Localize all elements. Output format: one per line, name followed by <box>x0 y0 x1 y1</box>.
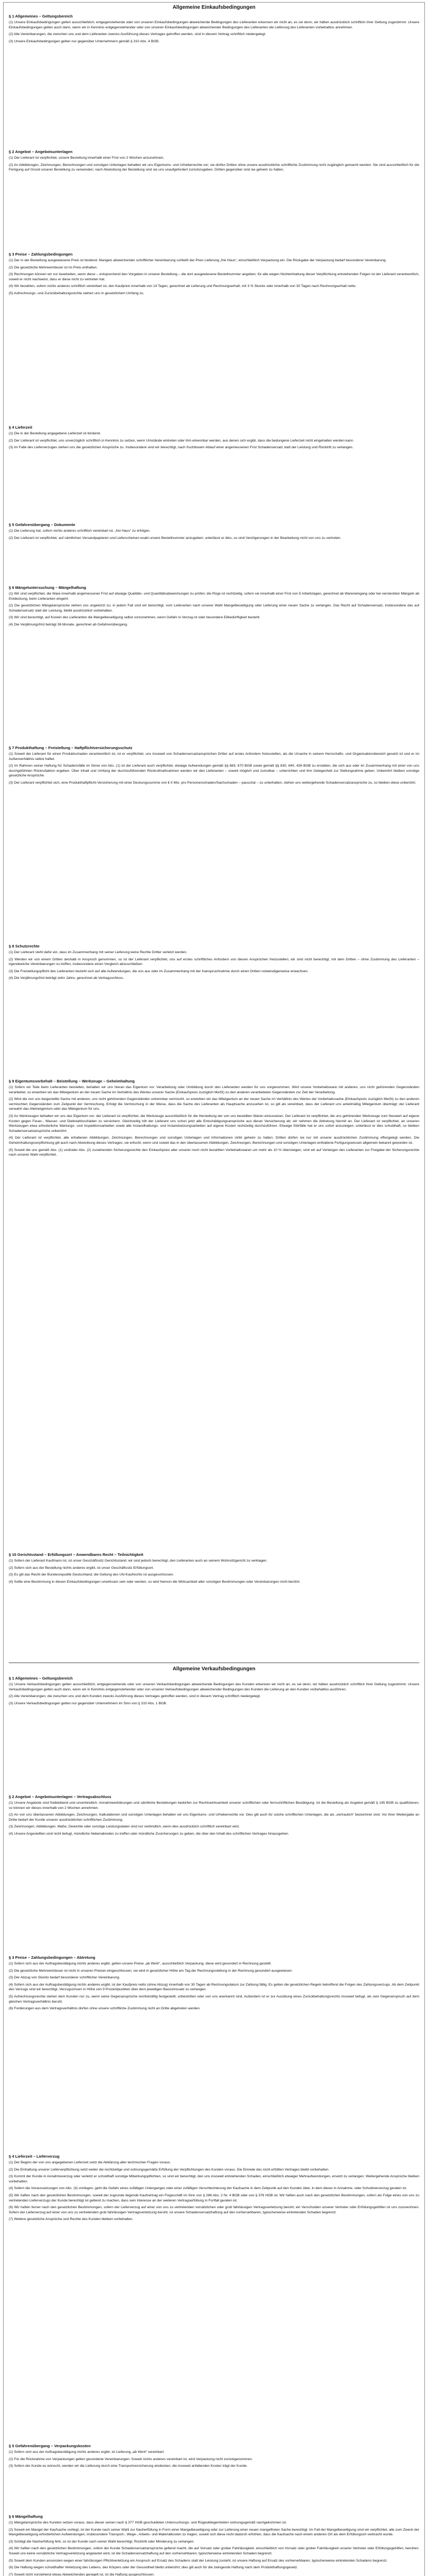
section <box>9 14 419 46</box>
section-paragraph: (1) Der Beginn der von uns angegebenen Lieferzeit setzt die Abklärung aller technischen Fragen voraus. <box>9 2161 171 2164</box>
section-paragraph: (3) Der Lieferant verpflichtet sich, eine Produkthaftpflicht-Versicherung mit einer Deckungssumme von € 5 Mio. pro Personenschaden/Sachschaden – pauschal – zu unterhalten; stehen uns weitergehende Schadensersatzansprüche zu, so bleiben diese unberührt. <box>9 781 417 785</box>
section-paragraph: (4) Die Verjährungsfrist beträgt zehn Jahre, gerechnet ab Vertragsschluss. <box>9 976 124 980</box>
section-heading: § 7 Produkthaftung – Freistellung – Haftpflichtversicherungsschutz <box>9 745 133 750</box>
section-paragraph: (1) Sofern sich aus der Auftragsbestätigung nichts anderes ergibt, gelten unsere Preise „ab Werk“, ausschließlich Verpackung; diese wird gesondert in Rechnung gestellt. <box>9 1962 272 1965</box>
title-verkaufsbedingungen: Allgemeine Verkaufsbedingungen <box>172 1666 256 1672</box>
section <box>9 522 419 543</box>
section-paragraph: (1) Der Lieferant steht dafür ein, dass im Zusammenhang mit seiner Lieferung keine Rechte Dritter verletzt werden. <box>9 951 188 954</box>
section-paragraph: (6) Die Haftung wegen schuldhafter Verletzung des Lebens, des Körpers oder der Gesundheit bleibt unberührt; dies gilt auch für die zwingende Haftung nach dem Produkthaftungsgesetz. <box>9 2566 298 2570</box>
section-heading: § 2 Angebot – Angebotsunterlagen <box>9 149 73 154</box>
section <box>9 2514 419 2576</box>
section <box>9 2154 419 2224</box>
section-paragraph: (2) Alle Vereinbarungen, die zwischen uns und dem Kunden zwecks Ausführung dieses Vertrages getroffen werden, sind in diesem Vertrag schriftlich niedergelegt. <box>9 1694 261 1699</box>
section-heading: § 6 Mängeluntersuchung – Mängelhaftung <box>9 585 87 590</box>
section-paragraph: (5) Soweit die uns gemäß Abs. (1) und/oder Abs. (2) zustehenden Sicherungsrechte den Einkaufspreis aller unserer noch nicht bezahlten Vorbehaltswaren um mehr als 10 % übersteigen, sind wir auf Verlangen des Lieferanten zur Freigabe der Sicherungsrechte nach unserer Wahl verpflichtet. <box>9 1148 419 1157</box>
section-paragraph: (3) Unsere Verkaufsbedingungen gelten nur gegenüber Unternehmern im Sinn von § 310 Abs. 1 BGB. <box>9 1701 167 1705</box>
section-paragraph: (1) Unsere Einkaufsbedingungen gelten ausschließlich; entgegenstehende oder von unseren Einkaufsbedingungen abweichende Bedingungen des Lieferanten erkennen wir nicht an, es sei denn, wir hätten ausdrücklich schriftlich ihrer Geltung zugestimmt. Unsere Einkaufsbedingungen gelten auch dann, wenn wir in Kenntnis entgegenstehender oder von unseren Einkaufsbedingungen abweichender Bedingungen des Lieferanten die Lieferung des Lieferanten vorbehaltlos annehmen. <box>9 21 419 29</box>
section <box>9 1552 419 1586</box>
section-heading: § 1 Allgemeines – Geltungsbereich <box>9 14 73 19</box>
section-paragraph: (1) Der in der Bestellung ausgewiesene Preis ist bindend. Mangels abweichender schriftlicher Vereinbarung schließt der Preis Lieferung „frei Haus“, einschließlich Verpackung ein. Die Rückgabe der Verpackung bedarf besonderer Vereinbarung. <box>9 259 387 262</box>
section <box>9 745 419 788</box>
section-heading: § 8 Schutzrechte <box>9 944 40 948</box>
section-paragraph: (2) Für die Rücknahme von Verpackungen gelten gesonderte Vereinbarungen. Soweit nichts anderes vereinbart ist, wird Verpackung nicht zurückgenommen. <box>9 2457 253 2461</box>
section-paragraph: (4) Wir bezahlen, sofern nichts anderes schriftlich vereinbart ist, den Kaufpreis innerhalb von 14 Tagen, gerechnet ab Lieferung und Rechnungserhalt, mit 3 % Skonto oder innerhalb von 30 Tagen nach Rechnungserhalt netto. <box>9 284 357 289</box>
section-paragraph: (5) Aufrechnungs- und Zurückbehaltungsrechte stehen uns in gesetzlichem Umfang zu. <box>9 291 144 295</box>
section-paragraph: (2) Alle Vereinbarungen, die zwischen uns und dem Lieferanten zwecks Ausführung dieses Vertrages getroffen werden, sind in diesem Vertrag schriftlich niedergelegt. <box>9 32 266 37</box>
section-paragraph: (1) Soweit der Lieferant für einen Produktschaden verantwortlich ist, ist er verpflichtet, uns insoweit von Schadensersatzansprüchen Dritter auf erstes Anfordern freizustellen, als die Ursache in seinem Herrschafts- und Organisationsbereich gesetzt ist und er im Außenverhältnis selbst haftet. <box>9 752 419 761</box>
section <box>9 1079 419 1160</box>
section-paragraph: (4) Der Lieferant ist verpflichtet, alle erhaltenen Abbildungen, Zeichnungen, Berechnungen und sonstigen Unterlagen und Informationen strikt geheim zu halten. Dritten dürfen sie nur mit unserer ausdrücklichen Zustimmung offengelegt werden. Die Geheimhaltungsverpflichtung gilt auch nach Abwicklung dieses Vertrages; sie erlischt, wenn und soweit das in den überlassenen Abbildungen, Zeichnungen, Berechnungen und sonstigen Unterlagen enthaltene Fertigungswissen allgemein bekannt geworden ist. <box>9 1136 419 1145</box>
section-paragraph: (5) Soweit dem Kunden ansonsten wegen einer fahrlässigen Pflichtverletzung ein Anspruch auf Ersatz des Schadens statt der Leistung zusteht, ist unsere Haftung auf Ersatz des vorhersehbaren, typischerweise eintretenden Schadens begrenzt. <box>9 2558 388 2563</box>
section-paragraph: (4) Die Verjährungsfrist beträgt 36 Monate, gerechnet ab Gefahrenübergang. <box>9 622 128 626</box>
section-paragraph: (3) Die Freistellungspflicht des Lieferanten bezieht sich auf alle Aufwendungen, die uns aus oder im Zusammenhang mit der Inanspruchnahme durch einen Dritten notwendigerweise erwachsen. <box>9 969 309 973</box>
section-paragraph: (3) Rechnungen können wir nur bearbeiten, wenn diese – entsprechend den Vorgaben in unserer Bestellung – die dort ausgewiesene Bestellnummer angeben; für alle wegen Nichteinhaltung dieser Verpflichtung entstehenden Folgen ist der Lieferant verantwortlich, soweit er nicht nachweist, dass er diese nicht zu vertreten hat. <box>9 273 419 281</box>
section-paragraph: (7) Soweit nicht vorstehend etwas Abweichendes geregelt ist, ist die Haftung ausgeschlossen. <box>9 2572 155 2576</box>
section <box>9 425 419 452</box>
section <box>9 252 419 298</box>
section-paragraph: (2) Der Lieferant ist verpflichtet, auf sämtlichen Versandpapieren und Lieferscheinen exakt unsere Bestellnummer anzugeben; unterlässt er dies, so sind Verzögerungen in der Bearbeitung nicht von uns zu vertreten. <box>9 536 341 540</box>
section-paragraph: (5) Wir haften nach den gesetzlichen Bestimmungen, soweit der zugrunde liegende Kaufvertrag ein Fixgeschäft im Sinn von § 286 Abs. 2 Nr. 4 BGB oder von § 376 HGB ist. Wir haften auch nach den gesetzlichen Bestimmungen, sofern als Folge eines von uns zu vertretenden Lieferverzugs der Kunde berechtigt ist geltend zu machen, dass sein Interesse an der weiteren Vertragserfüllung in Fortfall geraten ist. <box>9 2193 419 2202</box>
section-paragraph: (7) Weitere gesetzliche Ansprüche und Rechte des Kunden bleiben vorbehalten. <box>9 2217 134 2222</box>
section-paragraph: (2) Im Rahmen seiner Haftung für Schadensfälle im Sinne von Abs. (1) ist der Lieferant auch verpflichtet, etwaige Aufwendungen gemäß §§ 683, 670 BGB sowie gemäß §§ 830, 840, 426 BGB zu erstatten, die sich aus oder im Zusammenhang mit einer von uns durchgeführten Rückrufaktion ergeben. Über Inhalt und Umfang der durchzuführenden Rückrufmaßnahmen werden wir den Lieferanten – soweit möglich und zumutbar – unterrichten und ihm Gelegenheit zur Stellungnahme geben. Unberührt bleiben sonstige gesetzliche Ansprüche. <box>9 764 419 778</box>
section-paragraph: (6) Wir haften ferner nach den gesetzlichen Bestimmungen, sofern der Lieferverzug auf einer von uns zu vertretenden vorsätzlichen oder grob fahrlässigen Vertragsverletzung beruht; ein Verschulden unserer Vertreter oder Erfüllungsgehilfen ist uns zuzurechnen. Sofern der Lieferverzug auf einer von uns zu vertretenden grob fahrlässigen Vertragsverletzung beruht, ist unsere Schadensersatzhaftung auf den vorhersehbaren, typischerweise eintretenden Schaden begrenzt. <box>9 2206 419 2214</box>
section-paragraph: (2) Die gesetzlichen Mängelansprüche stehen uns ungekürzt zu; in jedem Fall sind wir berechtigt, vom Lieferanten nach unserer Wahl Mangelbeseitigung oder Lieferung einer neuen Sache zu verlangen. Das Recht auf Schadensersatz, insbesondere das auf Schadensersatz statt der Leistung, bleibt ausdrücklich vorbehalten. <box>9 604 419 613</box>
section-paragraph: (2) Soweit ein Mangel der Kaufsache vorliegt, ist der Kunde nach seiner Wahl zur Nacherfüllung in Form einer Mangelbeseitigung oder zur Lieferung einer neuen mangelfreien Sache berechtigt. Im Fall der Mangelbeseitigung sind wir verpflichtet, alle zum Zweck der Mangelbeseitigung erforderlichen Aufwendungen, insbesondere Transport-, Wege-, Arbeits- und Materialkosten zu tragen, soweit sich diese nicht dadurch erhöhen, dass die Kaufsache nach einem anderen Ort als dem Erfüllungsort verbracht wurde. <box>9 2528 419 2537</box>
section-heading: § 1 Allgemeines – Geltungsbereich <box>9 1676 73 1681</box>
section-paragraph: (3) Wir sind berechtigt, auf Kosten des Lieferanten die Mangelbeseitigung selbst vorzunehmen, wenn Gefahr in Verzug ist oder besondere Eilbedürftigkeit besteht. <box>9 616 260 620</box>
section-heading: § 4 Lieferzeit – Lieferverzug <box>9 2154 60 2159</box>
section <box>9 1794 419 1839</box>
section-heading: § 5 Gefahrenübergang – Verpackungskosten <box>9 2444 91 2448</box>
section-paragraph: (5) Aufrechnungsrechte stehen dem Kunden nur zu, wenn seine Gegenansprüche rechtskräftig festgestellt, unbestritten oder von uns anerkannt sind. Außerdem ist er zur Ausübung eines Zurückbehaltungsrechts insoweit befugt, als sein Gegenanspruch auf dem gleichen Vertragsverhältnis beruht. <box>9 1994 419 2004</box>
section <box>9 149 419 175</box>
section-paragraph: (4) Sofern die Voraussetzungen von Abs. (3) vorliegen, geht die Gefahr eines zufälligen Unterganges oder einer zufälligen Verschlechterung der Kaufsache in dem Zeitpunkt auf den Kunden über, in dem dieser in Annahme- oder Schuldnerverzug geraten ist. <box>9 2187 407 2191</box>
section-paragraph: (3) Sofern der Kunde es wünscht, werden wir die Lieferung durch eine Transportversicherung eindecken; die insoweit anfallenden Kosten trägt der Kunde. <box>9 2464 248 2468</box>
section-paragraph: (3) Der Abzug von Skonto bedarf besonderer schriftlicher Vereinbarung. <box>9 1976 120 1980</box>
section-heading: § 5 Gefahrenübergang – Dokumente <box>9 522 75 527</box>
section-paragraph: (4) Sofern sich aus der Auftragsbestätigung nichts anderes ergibt, ist der Kaufpreis netto (ohne Abzug) innerhalb von 30 Tagen ab Rechnungsdatum zur Zahlung fällig. Es gelten die gesetzlichen Regeln betreffend die Folgen des Zahlungsverzugs. Ab dem Zeitpunkt des Verzugs sind wir berechtigt, Verzugszinsen in Höhe von 9 Prozentpunkten über dem jeweiligen Basiszinssatz zu verlangen. <box>9 1982 419 1992</box>
section <box>9 2444 419 2471</box>
section-paragraph: (3) Es gilt das Recht der Bundesrepublik Deutschland; die Geltung des UN-Kaufrechts ist ausgeschlossen. <box>9 1573 174 1577</box>
section-heading: § 10 Gerichtsstand – Erfüllungsort – Anwendbares Recht – Teilnichtigkeit <box>9 1552 143 1557</box>
section-paragraph: (2) Der Lieferant ist verpflichtet, uns unverzüglich schriftlich in Kenntnis zu setzen, wenn Umstände eintreten oder ihm erkennbar werden, aus denen sich ergibt, dass die bedungene Lieferzeit nicht eingehalten werden kann. <box>9 438 354 443</box>
section <box>9 585 419 630</box>
section-heading: § 4 Lieferzeit <box>9 425 32 430</box>
section-paragraph: (1) Die Lieferung hat, sofern nichts anderes schriftlich vereinbart ist, „frei Haus“ zu erfolgen. <box>9 529 151 533</box>
section <box>9 944 419 983</box>
section-paragraph: (1) Wir sind verpflichtet, die Ware innerhalb angemessener Frist auf etwaige Qualitäts- und Quantitätsabweichungen zu prüfen; die Rüge ist rechtzeitig, sofern sie innerhalb einer Frist von 5 Arbeitstagen, gerechnet ab Wareneingang oder bei versteckten Mängeln ab Entdeckung, beim Lieferanten eingeht. <box>9 592 419 601</box>
section-paragraph: (2) Die gesetzliche Mehrwertsteuer ist nicht in unseren Preisen eingeschlossen; sie wird in gesetzlicher Höhe am Tag der Rechnungsstellung in der Rechnung gesondert ausgewiesen. <box>9 1969 293 1973</box>
section-paragraph: (3) Schlägt die Nacherfüllung fehl, so ist der Kunde nach seiner Wahl berechtigt, Rücktritt oder Minderung zu verlangen. <box>9 2539 195 2544</box>
section-paragraph: (1) Unsere Angebote sind freibleibend und unverbindlich. Annahmeerklärungen und sämtliche Bestellungen bedürfen zur Rechtswirksamkeit unserer schriftlichen oder fernschriftlichen Bestätigung. Ist die Bestellung als Angebot gemäß § 145 BGB zu qualifizieren, so können wir dieses innerhalb von 2 Wochen annehmen. <box>9 1801 419 1810</box>
section-paragraph: (4) Wir haften nach den gesetzlichen Bestimmungen, sofern der Kunde Schadensersatzansprüche geltend macht, die auf Vorsatz oder grober Fahrlässigkeit, einschließlich von Vorsatz oder grober Fahrlässigkeit unserer Vertreter oder Erfüllungsgehilfen, beruhen. Soweit uns keine vorsätzliche Vertragsverletzung angelastet wird, ist die Schadensersatzhaftung auf den vorhersehbaren, typischerweise eintretenden Schaden begrenzt. <box>9 2547 419 2555</box>
section-paragraph: (1) Unsere Verkaufsbedingungen gelten ausschließlich; entgegenstehende oder von unseren Verkaufsbedingungen abweichende Bedingungen des Kunden erkennen wir nicht an, es sei denn, wir hätten ausdrücklich schriftlich ihrer Geltung zugestimmt. Unsere Verkaufsbedingungen gelten auch dann, wenn wir in Kenntnis entgegenstehender oder von unseren Verkaufsbedingungen abweichender Bedingungen des Kunden die Lieferung an den Kunden vorbehaltlos ausführen. <box>9 1683 419 1691</box>
title-einkaufsbedingungen: Allgemeine Einkaufsbedingungen <box>172 5 256 10</box>
section-paragraph: (6) Forderungen aus dem Vertragsverhältnis dürfen ohne unsere schriftliche Zustimmung nicht an Dritte abgetreten werden. <box>9 2007 201 2011</box>
section-paragraph: (4) Unsere Angestellten sind nicht befugt, mündliche Nebenabreden zu treffen oder mündliche Zusicherungen zu geben, die über den Inhalt des schriftlichen Vertrages hinausgehen. <box>9 1832 289 1836</box>
section-paragraph: (4) Sollte eine Bestimmung in diesen Einkaufsbedingungen unwirksam sein oder werden, so wird hiervon die Wirksamkeit aller sonstigen Bestimmungen oder Vereinbarungen nicht berührt. <box>9 1580 301 1584</box>
section-paragraph: (2) Wird die von uns beigestellte Sache mit anderen, uns nicht gehörenden Gegenständen untrennbar vermischt, so erwerben wir das Miteigentum an der neuen Sache im Verhältnis des Wertes der Vorbehaltssache (Einkaufspreis zuzüglich MwSt) zu den anderen vermischten Gegenständen zum Zeitpunkt der Vermischung. Erfolgt die Vermischung in der Weise, dass die Sache des Lieferanten als Hauptsache anzusehen ist, so gilt als vereinbart, dass der Lieferant uns anteilmäßig Miteigentum überträgt; der Lieferant verwahrt das Alleineigentum oder das Miteigentum für uns. <box>9 1097 419 1111</box>
section-paragraph: (2) Die Einhaltung unserer Lieferverpflichtung setzt weiter die rechtzeitige und ordnungsgemäße Erfüllung der Verpflichtungen des Kunden voraus. Die Einrede des nicht erfüllten Vertrages bleibt vorbehalten. <box>9 2167 330 2172</box>
section-paragraph: (1) Sofern der Lieferant Kaufmann ist, ist unser Geschäftssitz Gerichtsstand; wir sind jedoch berechtigt, den Lieferanten auch an seinem Wohnsitzgericht zu verklagen. <box>9 1559 268 1563</box>
section-paragraph: (1) Sofern wir Teile beim Lieferanten beistellen, behalten wir uns hieran das Eigentum vor. Verarbeitung oder Umbildung durch den Lieferanten werden für uns vorgenommen. Wird unsere Vorbehaltsware mit anderen, uns nicht gehörenden Gegenständen verarbeitet, so erwerben wir das Miteigentum an der neuen Sache im Verhältnis des Wertes unserer Sache (Einkaufspreis zuzüglich MwSt) zu den anderen verarbeiteten Gegenständen zur Zeit der Verarbeitung. <box>9 1086 419 1094</box>
section <box>9 1676 419 1708</box>
section-heading: § 9 Eigentumsvorbehalt – Beistellung – Werkzeuge – Geheimhaltung <box>9 1079 135 1083</box>
section-heading: § 6 Mängelhaftung <box>9 2514 43 2519</box>
section-paragraph: (1) Der Lieferant ist verpflichtet, unsere Bestellung innerhalb einer Frist von 2 Wochen anzunehmen. <box>9 156 164 160</box>
section-heading: § 3 Preise – Zahlungsbedingungen – Abtretung <box>9 1955 95 1960</box>
section-paragraph: (1) Sofern sich aus der Auftragsbestätigung nichts anderes ergibt, ist Lieferung „ab Werk“ vereinbart. <box>9 2450 165 2454</box>
section-heading: § 3 Preise – Zahlungsbedingungen <box>9 252 73 257</box>
section-paragraph: (3) An Werkzeugen behalten wir uns das Eigentum vor; der Lieferant ist verpflichtet, die Werkzeuge ausschließlich für die Herstellung der von uns bestellten Waren einzusetzen. Der Lieferant ist verpflichtet, die uns gehörenden Werkzeuge zum Neuwert auf eigene Kosten gegen Feuer-, Wasser- und Diebstahlsschäden zu versichern. Gleichzeitig tritt der Lieferant uns schon jetzt alle Entschädigungsansprüche aus dieser Versicherung ab; wir nehmen die Abtretung hiermit an. Der Lieferant ist verpflichtet, an unseren Werkzeugen etwa erforderliche Wartungs- und Inspektionsarbeiten sowie alle Instandhaltungs- und Instandsetzungsarbeiten auf eigene Kosten rechtzeitig durchzuführen. Etwaige Störfälle hat er uns sofort anzuzeigen; unterlässt er dies schuldhaft, so bleiben Schadensersatzansprüche unberührt. <box>9 1114 419 1133</box>
section-paragraph: (2) Werden wir von einem Dritten deshalb in Anspruch genommen, so ist der Lieferant verpflichtet, uns auf erstes schriftliches Anfordern von diesen Ansprüchen freizustellen; wir sind nicht berechtigt, mit dem Dritten – ohne Zustimmung des Lieferanten – irgendwelche Vereinbarungen zu treffen, insbesondere einen Vergleich abzuschließen. <box>9 957 419 967</box>
section <box>9 1955 419 2013</box>
section-paragraph: (2) An Abbildungen, Zeichnungen, Berechnungen und sonstigen Unterlagen behalten wir uns Eigentums- und Urheberrechte vor; sie dürfen Dritten ohne unsere ausdrückliche schriftliche Zustimmung nicht zugänglich gemacht werden. Sie sind ausschließlich für die Fertigung auf Grund unserer Bestellung zu verwenden; nach Abwicklung der Bestellung sind sie uns unaufgefordert zurückzugeben. Dritten gegenüber sind sie geheim zu halten. <box>9 163 419 172</box>
section-paragraph: (3) Zeichnungen, Abbildungen, Maße, Gewichte oder sonstige Leistungsdaten sind nur verbindlich, wenn dies ausdrücklich schriftlich vereinbart wird. <box>9 1825 240 1829</box>
section-heading: § 2 Angebot – Angebotsunterlagen – Vertragsabschluss <box>9 1794 111 1799</box>
section-paragraph: (2) Die gesetzliche Mehrwertsteuer ist im Preis enthalten. <box>9 265 98 269</box>
section-paragraph: (3) Kommt der Kunde in Annahmeverzug oder verletzt er schuldhaft sonstige Mitwirkungspflichten, so sind wir berechtigt, den uns insoweit entstehenden Schaden, einschließlich etwaiger Mehraufwendungen, ersetzt zu verlangen. Weitergehende Ansprüche bleiben vorbehalten. <box>9 2175 419 2183</box>
section-paragraph: (3) Unsere Einkaufsbedingungen gelten nur gegenüber Unternehmern gemäß § 310 Abs. 4 BGB. <box>9 39 160 43</box>
section-paragraph: (2) An von uns überlassenen Abbildungen, Zeichnungen, Kalkulationen und sonstigen Unterlagen behalten wir uns Eigentums- und Urheberrechte vor. Dies gilt auch für solche schriftlichen Unterlagen, die als „vertraulich“ bezeichnet sind. Vor ihrer Weitergabe an Dritte bedarf der Kunde unserer ausdrücklichen schriftlichen Zustimmung. <box>9 1813 419 1822</box>
section-paragraph: (1) Mängelansprüche des Kunden setzen voraus, dass dieser seinen nach § 377 HGB geschuldeten Untersuchungs- und Rügeobliegenheiten ordnungsgemäß nachgekommen ist. <box>9 2521 287 2524</box>
section-paragraph: (1) Die in der Bestellung angegebene Lieferzeit ist bindend. <box>9 432 101 435</box>
section-paragraph: (2) Sofern sich aus der Bestellung nichts anderes ergibt, ist unser Geschäftssitz Erfüllungsort. <box>9 1566 154 1570</box>
document-page <box>3 2 425 2576</box>
section-paragraph: (3) Im Falle des Lieferverzuges stehen uns die gesetzlichen Ansprüche zu. Insbesondere sind wir berechtigt, nach fruchtlosem Ablauf einer angemessenen Frist Schadensersatz statt der Leistung und Rücktritt zu verlangen. <box>9 446 354 450</box>
